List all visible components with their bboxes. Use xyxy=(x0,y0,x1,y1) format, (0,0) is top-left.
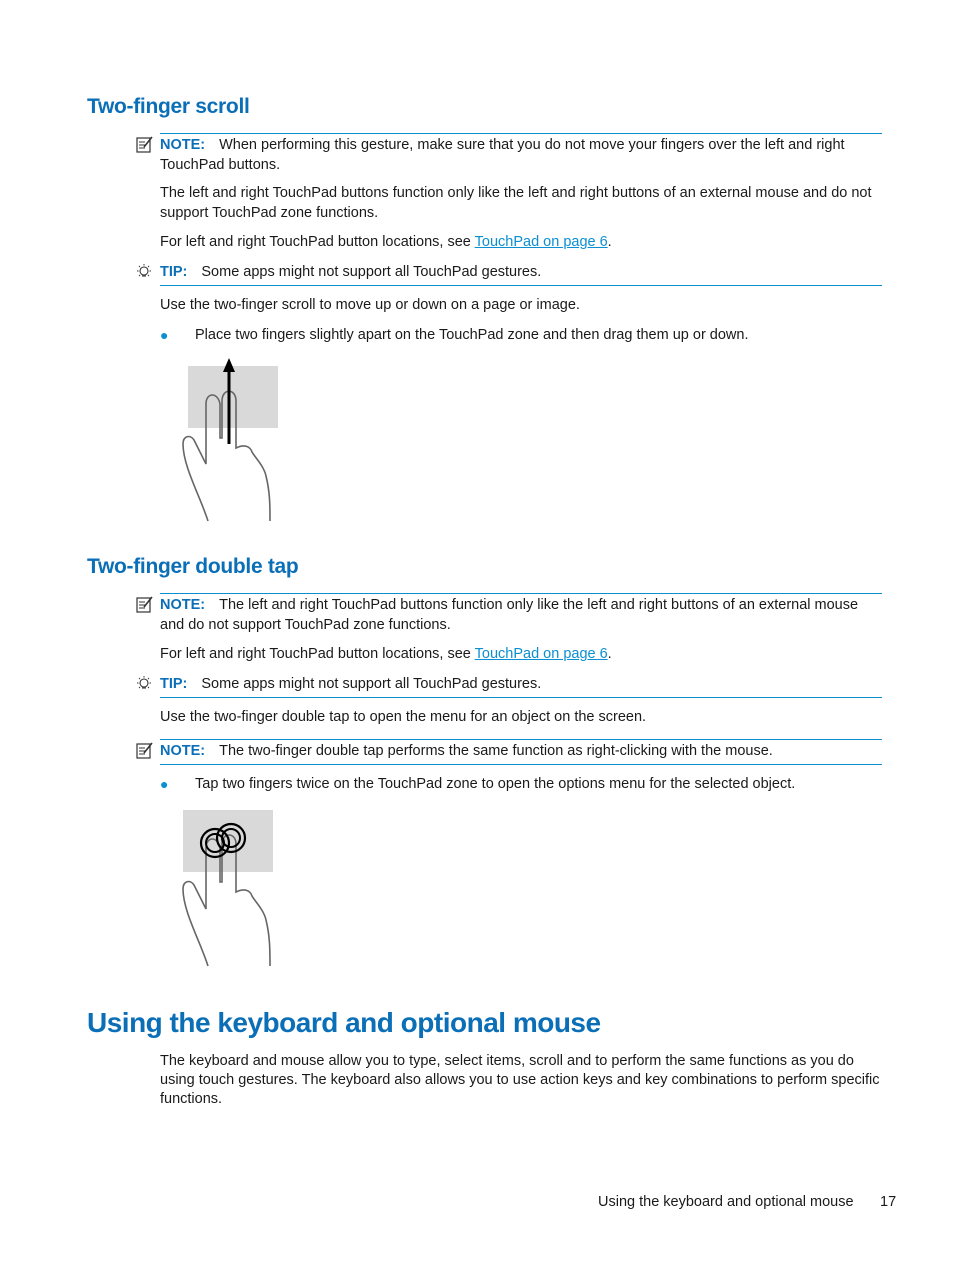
note-text: NOTE: The two-finger double tap performs the same function as right-clicking with the mouse. xyxy=(160,743,773,759)
tip-bottom-rule xyxy=(160,285,882,286)
body-paragraph: The keyboard and mouse allow you to type, select items, scroll and to perform the same functions as you do using touch gestures. The keyboard also allows you to use action keys and key combinations to perform specific functions. xyxy=(160,1053,880,1107)
lightbulb-icon xyxy=(135,675,153,693)
note-paragraph-link: For left and right TouchPad button locations, see TouchPad on page 6. xyxy=(160,234,612,250)
footer-title: Using the keyboard and optional mouse xyxy=(598,1194,854,1210)
note-text: NOTE: When performing this gesture, make sure that you do not move your fingers over the left and right TouchPad buttons. xyxy=(160,137,845,173)
lightbulb-icon xyxy=(135,263,153,281)
bullet-dot-icon: ● xyxy=(160,776,169,792)
two-finger-double-tap-illustration xyxy=(178,806,288,971)
body-paragraph: Use the two-finger scroll to move up or down on a page or image. xyxy=(160,297,580,313)
tip-text: TIP: Some apps might not support all TouchPad gestures. xyxy=(160,676,542,692)
tip-bottom-rule xyxy=(160,697,882,698)
tip-label: TIP: xyxy=(160,264,188,280)
section-heading-keyboard-mouse: Using the keyboard and optional mouse xyxy=(87,1007,601,1038)
bullet-dot-icon: ● xyxy=(160,327,169,343)
bullet-item: Place two fingers slightly apart on the TouchPad zone and then drag them up or down. xyxy=(195,327,749,343)
note-text: NOTE: The left and right TouchPad buttons function only like the left and right buttons of an external mouse and do not support TouchPad zone functions. xyxy=(160,597,859,633)
note-bottom-rule xyxy=(160,764,882,765)
section-heading-two-finger-scroll: Two-finger scroll xyxy=(87,95,250,118)
note-top-rule xyxy=(160,133,882,134)
tip-text: TIP: Some apps might not support all TouchPad gestures. xyxy=(160,264,542,280)
tip-label: TIP: xyxy=(160,676,188,692)
bullet-item: Tap two fingers twice on the TouchPad zone to open the options menu for the selected object. xyxy=(195,776,796,792)
note-paragraph: The left and right TouchPad buttons function only like the left and right buttons of an external mouse and do not support TouchPad zone functions. xyxy=(160,185,872,221)
two-finger-scroll-illustration xyxy=(178,356,288,526)
note-pencil-icon xyxy=(136,742,154,760)
touchpad-page-link[interactable]: TouchPad on page 6 xyxy=(474,234,608,250)
note-top-rule xyxy=(160,593,882,594)
section-heading-two-finger-double-tap: Two-finger double tap xyxy=(87,555,299,578)
page-number: 17 xyxy=(880,1194,897,1210)
note-label: NOTE: xyxy=(160,597,206,613)
note-paragraph-link: For left and right TouchPad button locations, see TouchPad on page 6. xyxy=(160,646,612,662)
note-label: NOTE: xyxy=(160,137,206,153)
note-pencil-icon xyxy=(136,136,154,154)
touchpad-page-link[interactable]: TouchPad on page 6 xyxy=(474,646,608,662)
note-top-rule xyxy=(160,739,882,740)
note-pencil-icon xyxy=(136,596,154,614)
note-label: NOTE: xyxy=(160,743,206,759)
body-paragraph: Use the two-finger double tap to open the menu for an object on the screen. xyxy=(160,709,647,725)
